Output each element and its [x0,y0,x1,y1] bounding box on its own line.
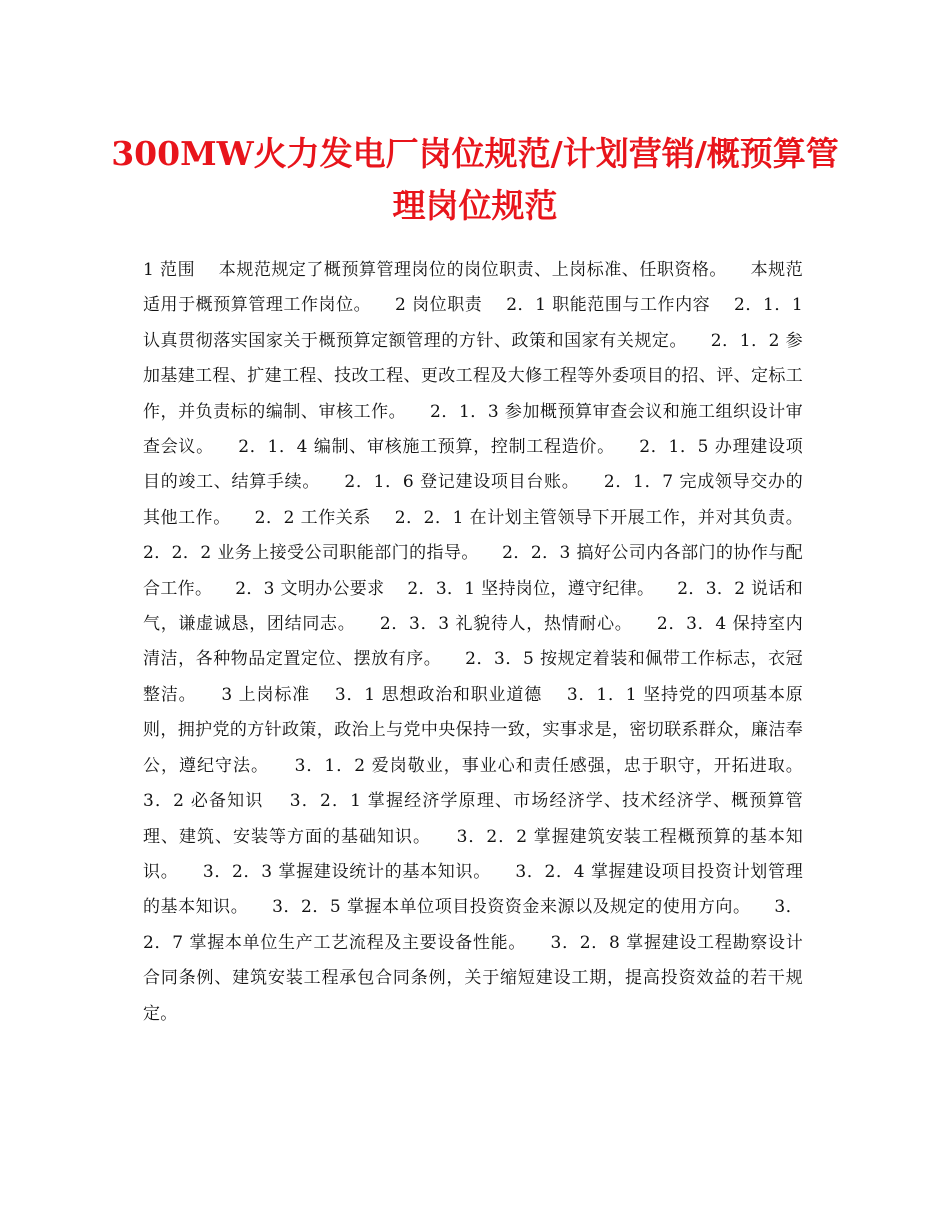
document-title: 300MW火力发电厂岗位规范/计划营销/概预算管理岗位规范 [111,134,839,225]
document-body: 1 范围 本规范规定了概预算管理岗位的岗位职责、上岗标准、任职资格。 本规范适用于概预算管理工作岗位。 2 岗位职责 2．1 职能范围与工作内容 2．1．1 认真贯彻落实国家关于概预算定额管理的方针、政策和国家有关规定。 2．1．2 参加基建工程、扩建工程、技改工程、更改工程及大修工程等外委项目的招、评、定标工作，并负责标的编制、审核工作。 2．1．3 参加概预算审查会议和施工组织设计审查会议。 2．1．4 编制、审核施工预算，控制工程造价。 2．1．5 办理建设项目的竣工、结算手续。 2．1．6 登记建设项目台账。 2．1．7 完成领导交办的其他工作。 2．2 工作关系 2．2．1 在计划主管领导下开展工作，并对其负责。 2．2．2 业务上接受公司职能部门的指导。 2．2．3 搞好公司内各部门的协作与配合工作。 2．3 文明办公要求 2．3．1 坚持岗位，遵守纪律。 2．3．2 说话和气，谦虚诚恳，团结同志。 2．3．3 礼貌待人，热情耐心。 2．3．4 保持室内清洁，各种物品定置定位、摆放有序。 2．3．5 按规定着装和佩带工作标志，衣冠整洁。 3 上岗标准 3．1 思想政治和职业道德 3．1．1 坚持党的四项基本原则，拥护党的方针政策，政治上与党中央保持一致，实事求是，密切联系群众，廉洁奉公，遵纪守法。 3．1．2 爱岗敬业，事业心和责任感强，忠于职守，开拓进取。 3．2 必备知识 3．2．1 掌握经济学原理、市场经济学、技术经济学、概预算管理、建筑、安装等方面的基础知识。 3．2．2 掌握建筑安装工程概预算的基本知识。 3．2．3 掌握建设统计的基本知识。 3．2．4 掌握建设项目投资计划管理的基本知识。 3．2．5 掌握本单位项目投资资金来源以及规定的使用方向。 3．2．7 掌握本单位生产工艺流程及主要设备性能。 3．2．8 掌握建设工程勘察设计合同条例、建筑安装工程承包合同条例，关于缩短建设工期，提高投资效益的若干规定。 [143,260,826,1024]
